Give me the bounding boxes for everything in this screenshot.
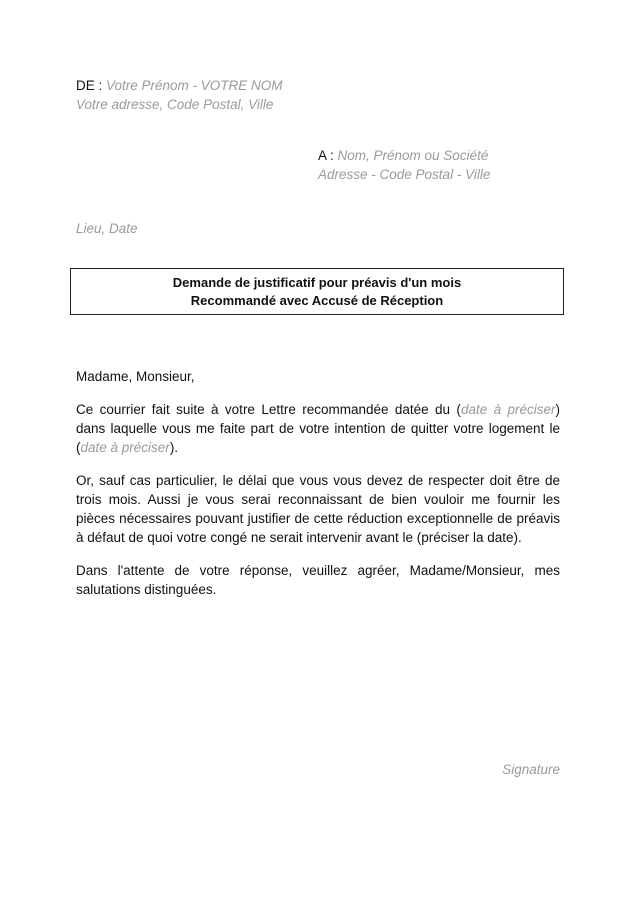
recipient-label: A : <box>318 148 338 163</box>
subject-box <box>70 268 564 315</box>
recipient-name-line <box>318 146 490 165</box>
paragraph-1-part-a: Ce courrier fait suite à votre Lettre recommandée datée du ( <box>76 402 461 417</box>
date-placeholder-1: date à préciser <box>460 402 556 417</box>
sender-block <box>76 76 283 114</box>
sender-name-placeholder: Votre Prénom - VOTRE NOM <box>106 78 283 93</box>
paragraph-3: Dans l'attente de votre réponse, veuillez agréer, Madame/Monsieur, mes salutations distinguées. <box>76 563 560 597</box>
paragraph-1-part-b: ) dans laquelle vous me faite part de votre intention de quitter votre logement le ( <box>76 402 560 455</box>
subject-line-1: Demande de justificatif pour préavis d'un mois <box>172 275 462 290</box>
sender-address-placeholder: Votre adresse, Code Postal, Ville <box>76 97 274 112</box>
paragraph-1 <box>76 400 560 457</box>
letter-body <box>76 367 560 613</box>
place-date-placeholder: Lieu, Date <box>76 221 138 236</box>
sender-name-line <box>76 76 283 95</box>
salutation: Madame, Monsieur, <box>76 369 195 384</box>
recipient-name-placeholder: Nom, Prénom ou Société <box>337 148 489 163</box>
signature-placeholder: Signature <box>502 762 560 777</box>
subject-line-2: Recommandé avec Accusé de Réception <box>190 293 444 308</box>
paragraph-2: Or, sauf cas particulier, le délai que vous vous devez de respecter doit être de trois mois. Aussi je vous serai reconnaissant de bien vouloir me fournir les pièces nécessaires pouvant justifier de cette réduction exceptionnelle de préavis à défaut de quoi votre congé ne serait intervenir avant le (préciser la date). <box>76 473 560 545</box>
recipient-block <box>318 146 490 184</box>
recipient-address-placeholder: Adresse - Code Postal - Ville <box>318 167 491 182</box>
date-placeholder-2: date à préciser <box>80 440 170 455</box>
sender-label: DE : <box>76 78 107 93</box>
paragraph-1-part-c: ). <box>169 440 179 455</box>
